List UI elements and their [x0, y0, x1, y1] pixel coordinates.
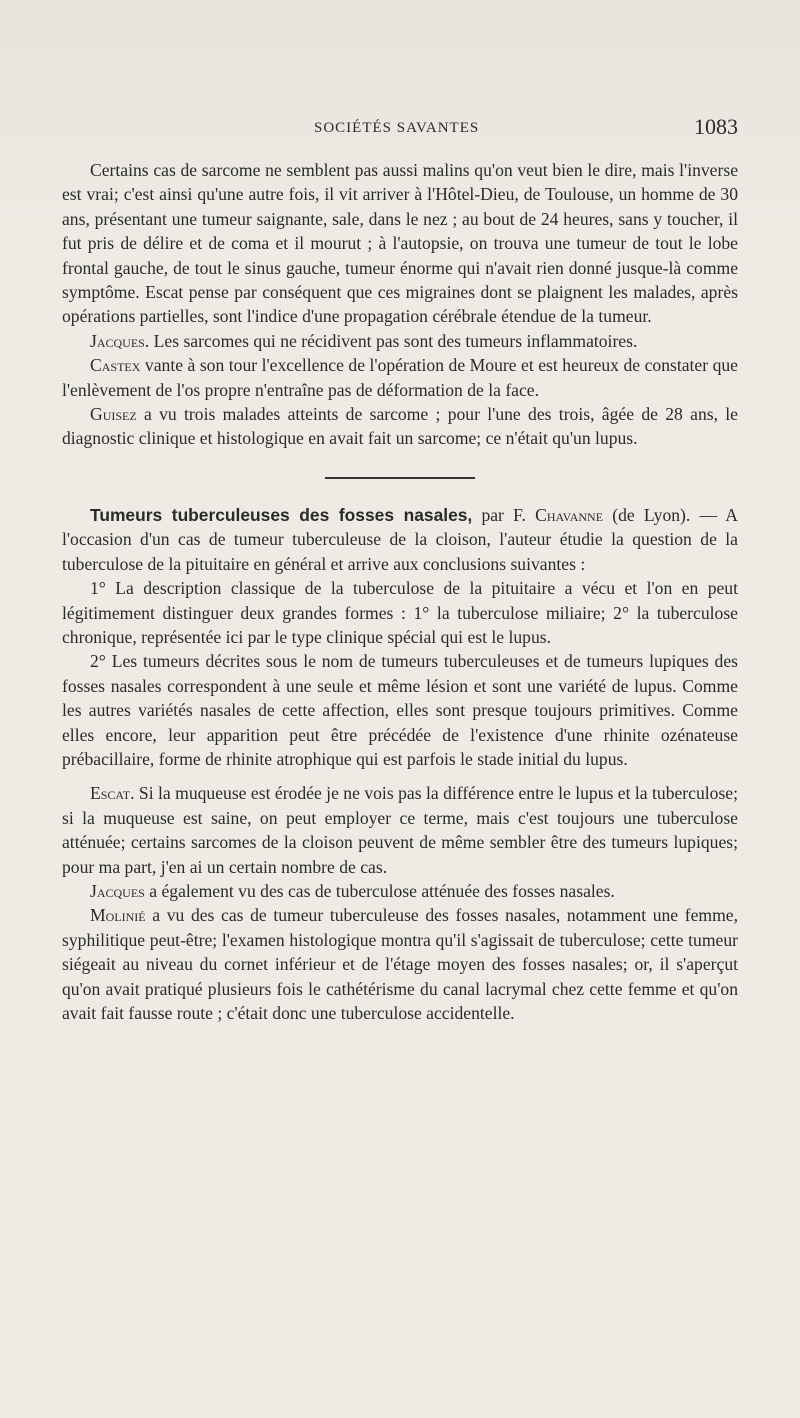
speaker-name: Escat. [90, 783, 135, 804]
paragraph-text: a vu des cas de tumeur tuberculeuse des fosses nasales, notamment une femme, syphilitique peut-être; l'examen histologique montra qu'il s'agissait de tuberculose; cette tumeur siégeait au niveau du cornet inférieur et de l'étage moyen des fosses nasales; or, il s'aperçut qu'on avait pratiqué plusieurs fois le cathétérisme du canal lacrymal chez cette femme et qu'on avait fait fausse route ; c'était donc une tuberculose accidentelle. [62, 905, 738, 1023]
paragraph-text: Si la muqueuse est érodée je ne vois pas la différence entre le lupus et la tuberculose; si la muqueuse est saine, on peut employer ce terme, mais c'est toujours une tuberculose atténuée; certains sarcomes de la cloison peuvent de même sembler être des tumeurs lupiques; pour ma part, j'en ai un certain nombre de cas. [62, 783, 738, 877]
speaker-name: Castex [90, 355, 141, 376]
paragraph-text: a vu trois malades atteints de sarcome ; pour l'une des trois, âgée de 28 ans, le diagnostic clinique et histologique en avait fait un sarcome; ce n'était qu'un lupus. [62, 404, 738, 449]
section-divider [325, 477, 475, 479]
section-intro [62, 503, 738, 576]
paragraph-jacques-2 [62, 879, 738, 903]
speaker-name: Jacques. [90, 330, 150, 351]
conclusion-2: 2° Les tumeurs décrites sous le nom de tumeurs tuberculeuses et de tumeurs lupiques des fosses nasales correspondent à une seule et même lésion et sont une variété de lupus. Comme les autres variétés nasales de cette affection, elles sont presque toujours primitives. Comme elles encore, leur apparition peut être précédée de l'existence d'une rhinite ozénateuse prébacillaire, forme de rhinite atrophique qui est parfois le stade initial du lupus. [62, 651, 738, 769]
paragraph-text: Les sarcomes qui ne récidivent pas sont des tumeurs inflammatoires. [149, 330, 638, 351]
speaker-name: Molinié [90, 905, 146, 926]
section-author: Chavanne [535, 504, 604, 525]
section-by: par F. [472, 504, 536, 525]
section-text: (de Lyon). — A l'occasion d'un cas de tumeur tuberculeuse de la cloison, l'auteur étudie la question de la tuberculose de la pituitaire en général et arrive aux conclusions suivantes : [62, 504, 739, 574]
paragraph-jacques [62, 329, 738, 353]
running-head: SOCIÉTÉS SAVANTES [314, 120, 480, 136]
paragraph-guisez [62, 402, 738, 451]
paragraph-escat [62, 781, 738, 879]
conclusion-1: 1° La description classique de la tuberculose de la pituitaire a vécu et l'on en peut légitimement distinguer deux grandes formes : 1° la tuberculose miliaire; 2° la tuberculose chronique, représentée ici par le type clinique spécial qui est le lupus. [62, 578, 738, 647]
page-header [62, 116, 738, 146]
paragraph-text: vante à son tour l'excellence de l'opération de Moure et est heureux de constater que l'enlèvement de l'os propre n'entraîne pas de déformation de la face. [62, 355, 738, 400]
paragraph-text: a également vu des cas de tuberculose atténuée des fosses nasales. [144, 880, 615, 901]
paragraph-sarcoma-case: Certains cas de sarcome ne semblent pas aussi malins qu'on veut bien le dire, mais l'inverse est vrai; c'est ainsi qu'une autre fois, il vit arriver à l'Hôtel-Dieu, de Toulouse, un homme de 30 ans, présentant une tumeur saignante, sale, dans le nez ; au bout de 24 heures, sans y toucher, il fut pris de délire et de coma et il mourut ; à l'autopsie, on trouva une tumeur de tout le lobe frontal gauche, de tout le sinus gauche, tumeur énorme qui n'avait rien donné jusque-là comme symptôme. Escat pense par conséquent que ces migraines dont se plaignent les malades, après opérations partielles, sont l'indice d'une propagation cérébrale étendue de la tumeur. [62, 160, 738, 327]
section-title: Tumeurs tuberculeuses des fosses nasales, [90, 504, 473, 525]
paragraph-gap [62, 771, 738, 781]
body-text [62, 158, 738, 1025]
page-number: 1083 [694, 114, 738, 139]
speaker-name: Guisez [90, 404, 137, 425]
speaker-name: Jacques [90, 880, 145, 901]
paragraph-molinie [62, 903, 738, 1025]
paragraph-castex [62, 353, 738, 402]
